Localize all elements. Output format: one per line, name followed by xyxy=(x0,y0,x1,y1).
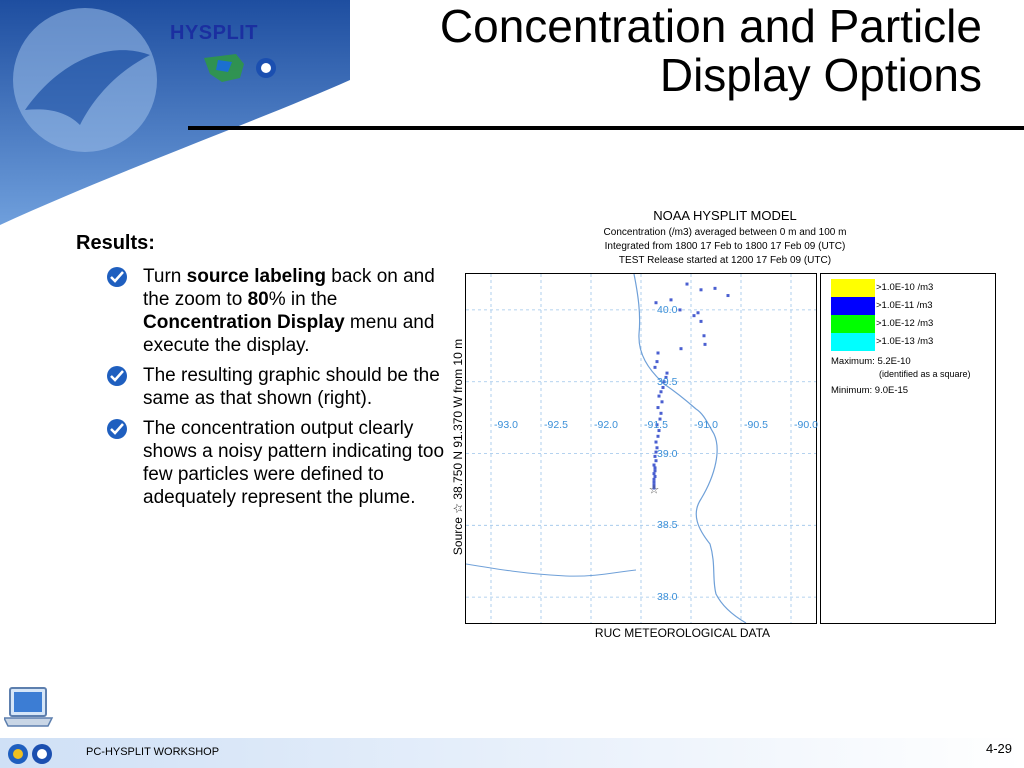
longitude-label: -90.0 xyxy=(794,418,818,431)
bullet-1-text-a: Turn xyxy=(143,266,187,287)
legend-label: >1.0E-11 /m3 xyxy=(876,300,933,311)
check-bullet-icon xyxy=(106,266,128,288)
legend-max-note: (identified as a square) xyxy=(879,369,971,379)
longitude-label: -90.5 xyxy=(744,418,768,431)
bullet-3-text: The concentration output clearly shows a noisy pattern indicating too few particles were defined to adequately represent the plume. xyxy=(143,418,445,508)
legend-label: >1.0E-13 /m3 xyxy=(876,336,934,347)
particle-point xyxy=(654,475,657,478)
footer-logos xyxy=(4,742,74,766)
legend-item xyxy=(831,279,991,297)
particle-point xyxy=(693,314,696,317)
legend-swatch xyxy=(831,297,875,315)
chart-subtitle-1: Concentration (/m3) averaged between 0 m and 100 m xyxy=(603,227,847,238)
chart-subtitle-2: Integrated from 1800 17 Feb to 1800 17 Feb 09 (UTC) xyxy=(604,241,846,252)
particle-point xyxy=(666,372,669,375)
chart-title: NOAA HYSPLIT MODEL xyxy=(653,208,797,223)
source-star-icon: ☆ xyxy=(648,482,660,497)
check-bullet-icon xyxy=(106,418,128,440)
met-data-label: RUC METEOROLOGICAL DATA xyxy=(594,626,771,640)
bullet-1-bold-b: 80 xyxy=(247,289,269,310)
hysplit-logo-map-icon xyxy=(196,44,286,86)
map-gridlines xyxy=(466,274,816,623)
particle-point xyxy=(680,347,683,350)
slide-title-line2: Display Options xyxy=(659,49,982,101)
results-heading: Results: xyxy=(76,232,155,254)
longitude-label: -92.5 xyxy=(544,418,568,431)
particle-point xyxy=(700,320,703,323)
particle-point xyxy=(714,287,717,290)
bullet-1-bold-c: Concentration Display xyxy=(143,312,345,333)
longitude-label: -91.5 xyxy=(644,418,668,431)
particle-point xyxy=(653,464,656,467)
particle-point xyxy=(654,366,657,369)
particle-point xyxy=(653,478,656,481)
slide-title-line1: Concentration and Particle xyxy=(439,0,982,52)
particle-point xyxy=(656,360,659,363)
particle-point xyxy=(700,288,703,291)
legend-minimum: Minimum: 9.0E-15 xyxy=(831,385,909,396)
bullet-1-text-b: back on and the zoom to xyxy=(143,266,435,310)
particle-point xyxy=(704,343,707,346)
particle-point xyxy=(670,298,673,301)
check-bullet-icon xyxy=(106,365,128,387)
laptop-icon xyxy=(4,686,54,730)
bullet-list xyxy=(106,265,446,516)
particle-point xyxy=(654,466,657,469)
legend-item xyxy=(831,315,991,333)
chart-side-label: Source ☆ 38.750 N 91.370 W from 10 m xyxy=(451,338,465,556)
latitude-label: 39.5 xyxy=(657,375,678,388)
page-number: 4-29 xyxy=(985,741,1012,756)
particle-point xyxy=(654,469,657,472)
legend-swatch xyxy=(831,333,875,351)
concentration-map xyxy=(465,273,817,624)
particle-point xyxy=(703,334,706,337)
particle-point xyxy=(657,406,660,409)
particle-point xyxy=(660,412,663,415)
title-rule xyxy=(188,126,1024,130)
legend-label: >1.0E-12 /m3 xyxy=(876,318,934,329)
particle-point xyxy=(686,283,689,286)
legend-label: >1.0E-10 /m3 xyxy=(876,282,934,293)
chart-subtitle-3: TEST Release started at 1200 17 Feb 09 (UTC) xyxy=(618,255,832,266)
bullet-item-1 xyxy=(106,265,446,357)
legend-panel xyxy=(820,273,996,624)
particle-point xyxy=(658,395,661,398)
particle-point xyxy=(655,441,658,444)
legend-swatch xyxy=(831,279,875,297)
bullet-item-3 xyxy=(106,417,446,509)
bullet-1-text-d: menu and execute the display. xyxy=(143,312,435,356)
latitude-label: 38.0 xyxy=(657,591,678,604)
legend-maximum: Maximum: 5.2E-10 xyxy=(831,356,911,367)
latitude-label: 40.0 xyxy=(657,303,678,316)
footer-workshop-label: PC-HYSPLIT WORKSHOP xyxy=(86,746,220,758)
latitude-label: 38.5 xyxy=(657,519,678,532)
legend-item xyxy=(831,297,991,315)
particle-point xyxy=(697,311,700,314)
longitude-label: -93.0 xyxy=(494,418,518,431)
slide-title xyxy=(440,2,982,100)
bullet-1-text-c: % in the xyxy=(268,289,338,310)
hysplit-logo-text: HYSPLIT xyxy=(170,22,258,44)
particle-point xyxy=(727,294,730,297)
legend-item xyxy=(831,333,991,351)
latitude-label: 39.0 xyxy=(657,447,678,460)
longitude-label: -91.0 xyxy=(694,418,718,431)
state-boundary xyxy=(466,564,636,576)
particle-point xyxy=(655,459,658,462)
bullet-1-bold-a: source labeling xyxy=(186,266,327,287)
longitude-label: -92.0 xyxy=(594,418,618,431)
particle-point xyxy=(660,390,663,393)
river-boundary xyxy=(634,274,746,623)
particle-point xyxy=(679,308,682,311)
particle-point xyxy=(657,351,660,354)
bullet-item-2 xyxy=(106,364,446,410)
legend-swatch xyxy=(831,315,875,333)
particle-point xyxy=(657,435,660,438)
particle-point xyxy=(661,400,664,403)
bullet-2-text: The resulting graphic should be the same as that shown (right). xyxy=(143,365,440,409)
map-plot xyxy=(466,274,816,623)
noaa-emblem-watermark xyxy=(13,8,157,152)
particle-point xyxy=(653,472,656,475)
